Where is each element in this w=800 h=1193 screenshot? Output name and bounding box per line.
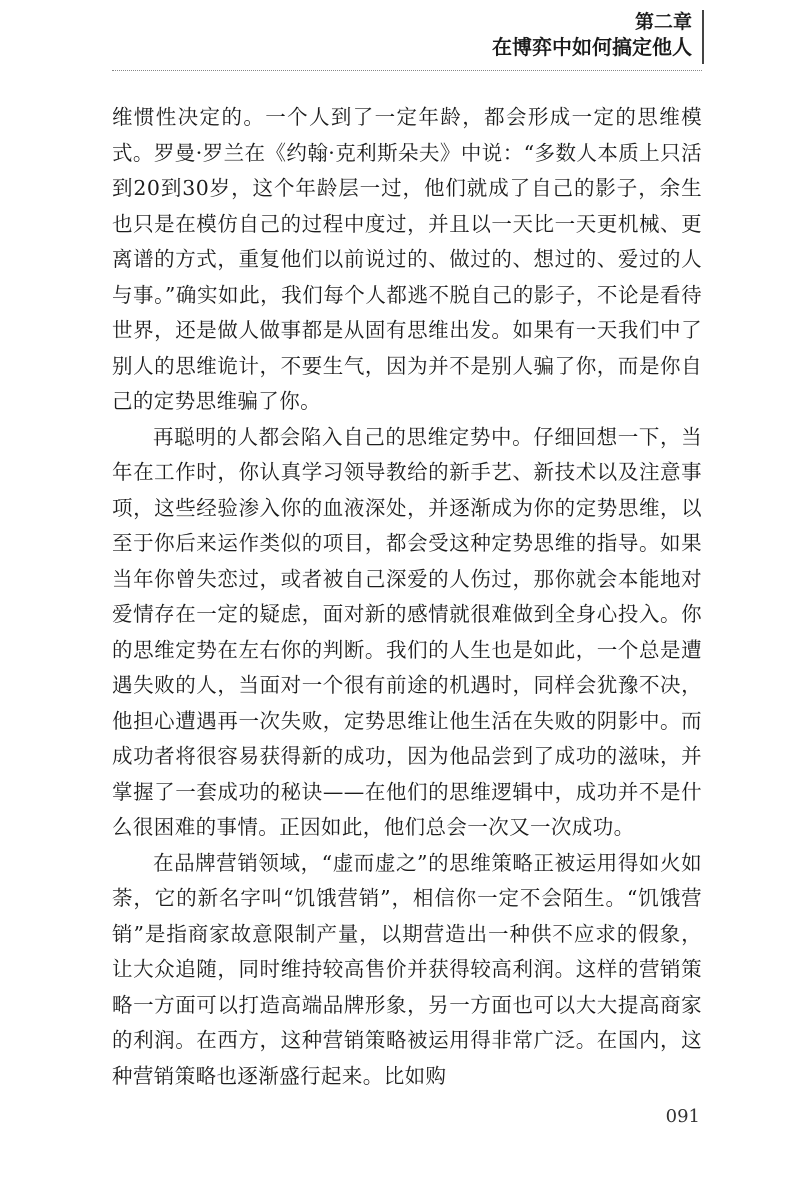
paragraph-1: 维惯性决定的。一个人到了一定年龄，都会形成一定的思维模式。罗曼·罗兰在《约翰·克利斯朵夫》中说：“多数人本质上只活到20到30岁，这个年龄层一过，他们就成了自己的影子，余生也只是在模仿自己的过程中度过，并且以一天比一天更机械、更离谱的方式，重复他们以前说过的、做过的、想过的、爱过的人与事。”确实如此，我们每个人都逃不脱自己的影子，不论是看待世界，还是做人做事都是从固有思维出发。如果有一天我们中了别人的思维诡计，不要生气，因为并不是别人骗了你，而是你自己的定势思维骗了你。 <box>112 105 702 413</box>
page-number: 091 <box>665 1106 700 1127</box>
paragraph-2: 再聪明的人都会陷入自己的思维定势中。仔细回想一下，当年在工作时，你认真学习领导教给的新手艺、新技术以及注意事项，这些经验渗入你的血液深处，并逐渐成为你的定势思维，以至于你后来运作类似的项目，都会受这种定势思维的指导。如果当年你曾失恋过，或者被自己深爱的人伤过，那你就会本能地对爱情存在一定的疑虑，面对新的感情就很难做到全身心投入。你的思维定势在左右你的判断。我们的人生也是如此，一个总是遭遇失败的人，当面对一个很有前途的机遇时，同样会犹豫不决，他担心遭遇再一次失败，定势思维让他生活在失败的阴影中。而成功者将很容易获得新的成功，因为他品尝到了成功的滋味，并掌握了一套成功的秘诀——在他们的思维逻辑中，成功并不是什么很困难的事情。正因如此，他们总会一次又一次成功。 <box>112 424 702 839</box>
paragraph-3: 在品牌营销领域，“虚而虚之”的思维策略正被运用得如火如荼，它的新名字叫“饥饿营销”，相信你一定不会陌生。“饥饿营销”是指商家故意限制产量，以期营造出一种供不应求的假象，让大众追随，同时维持较高售价并获得较高利润。这样的营销策略一方面可以打造高端品牌形象，另一方面也可以大大提高商家的利润。在西方，这种营销策略被运用得非常广泛。在国内，这种营销策略也逐渐盛行起来。比如购 <box>112 850 702 1088</box>
chapter-label: 第二章 <box>634 11 692 33</box>
body-text <box>112 100 702 1094</box>
header-vertical-rule <box>702 10 704 64</box>
chapter-title: 在博弈中如何搞定他人 <box>492 35 692 59</box>
running-header <box>492 10 692 61</box>
header-dotted-divider <box>112 70 702 71</box>
